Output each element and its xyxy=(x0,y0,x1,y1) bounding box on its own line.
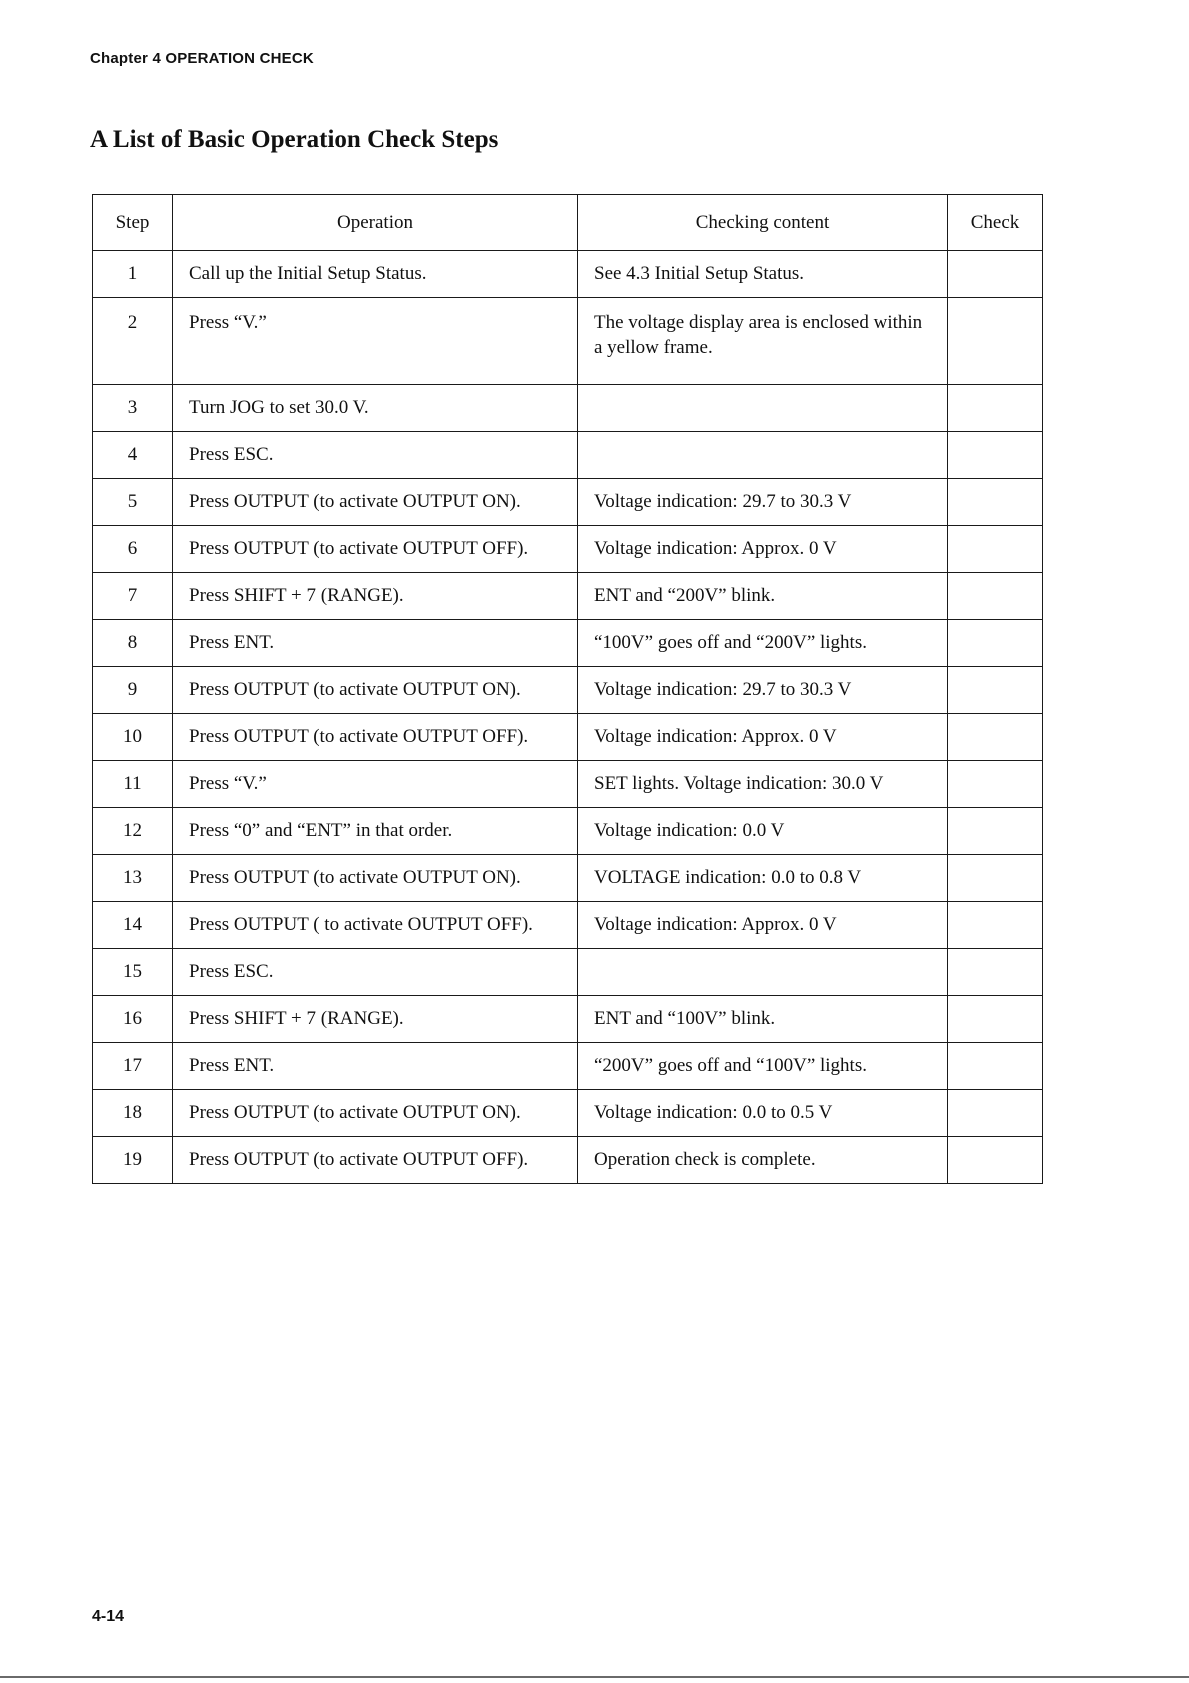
checking-content-cell xyxy=(578,385,948,432)
operation-cell: Press SHIFT + 7 (RANGE). xyxy=(173,996,578,1043)
page-title: A List of Basic Operation Check Steps xyxy=(90,126,499,153)
column-header-checking-content: Checking content xyxy=(578,195,948,251)
check-box-cell[interactable] xyxy=(948,667,1043,714)
step-number-cell: 9 xyxy=(93,667,173,714)
step-number-cell: 18 xyxy=(93,1090,173,1137)
operation-cell: Press ESC. xyxy=(173,432,578,479)
table-row xyxy=(93,761,1043,808)
table-row xyxy=(93,479,1043,526)
step-number-cell: 8 xyxy=(93,620,173,667)
checking-content-cell: Voltage indication: 0.0 to 0.5 V xyxy=(578,1090,948,1137)
checking-content-cell: Voltage indication: Approx. 0 V xyxy=(578,714,948,761)
check-box-cell[interactable] xyxy=(948,761,1043,808)
check-box-cell[interactable] xyxy=(948,714,1043,761)
check-box-cell[interactable] xyxy=(948,1090,1043,1137)
check-box-cell[interactable] xyxy=(948,298,1043,385)
check-box-cell[interactable] xyxy=(948,385,1043,432)
check-box-cell[interactable] xyxy=(948,949,1043,996)
step-number-cell: 10 xyxy=(93,714,173,761)
table-row xyxy=(93,855,1043,902)
table-row xyxy=(93,1137,1043,1184)
operation-cell: Press OUTPUT (to activate OUTPUT ON). xyxy=(173,479,578,526)
checking-content-cell: ENT and “200V” blink. xyxy=(578,573,948,620)
checking-content-cell: “200V” goes off and “100V” lights. xyxy=(578,1043,948,1090)
step-number-cell: 16 xyxy=(93,996,173,1043)
check-box-cell[interactable] xyxy=(948,996,1043,1043)
operation-cell: Press “0” and “ENT” in that order. xyxy=(173,808,578,855)
step-number-cell: 1 xyxy=(93,251,173,298)
checking-content-cell: SET lights. Voltage indication: 30.0 V xyxy=(578,761,948,808)
table-row xyxy=(93,1090,1043,1137)
operation-cell: Call up the Initial Setup Status. xyxy=(173,251,578,298)
table-header-row xyxy=(93,195,1043,251)
table-row xyxy=(93,1043,1043,1090)
check-box-cell[interactable] xyxy=(948,573,1043,620)
check-box-cell[interactable] xyxy=(948,808,1043,855)
check-box-cell[interactable] xyxy=(948,855,1043,902)
table-row xyxy=(93,385,1043,432)
page-number: 4-14 xyxy=(92,1608,125,1625)
checking-content-cell: See 4.3 Initial Setup Status. xyxy=(578,251,948,298)
checking-content-cell: Voltage indication: Approx. 0 V xyxy=(578,902,948,949)
table-body xyxy=(93,251,1043,1184)
bottom-divider xyxy=(0,1676,1189,1678)
checking-content-cell: “100V” goes off and “200V” lights. xyxy=(578,620,948,667)
table-row xyxy=(93,667,1043,714)
step-number-cell: 5 xyxy=(93,479,173,526)
step-number-cell: 14 xyxy=(93,902,173,949)
table-row xyxy=(93,432,1043,479)
checking-content-cell: Operation check is complete. xyxy=(578,1137,948,1184)
check-box-cell[interactable] xyxy=(948,902,1043,949)
checking-content-cell: Voltage indication: 29.7 to 30.3 V xyxy=(578,479,948,526)
operation-cell: Press “V.” xyxy=(173,298,578,385)
operation-cell: Press OUTPUT (to activate OUTPUT ON). xyxy=(173,1090,578,1137)
operation-cell: Press “V.” xyxy=(173,761,578,808)
operation-cell: Press ESC. xyxy=(173,949,578,996)
table-row xyxy=(93,996,1043,1043)
table-row xyxy=(93,251,1043,298)
check-box-cell[interactable] xyxy=(948,1137,1043,1184)
checking-content-cell xyxy=(578,949,948,996)
table-row xyxy=(93,808,1043,855)
operation-cell: Press OUTPUT (to activate OUTPUT ON). xyxy=(173,855,578,902)
table-row xyxy=(93,298,1043,385)
chapter-header: Chapter 4 OPERATION CHECK xyxy=(90,50,314,67)
step-number-cell: 19 xyxy=(93,1137,173,1184)
column-header-check: Check xyxy=(948,195,1043,251)
column-header-operation: Operation xyxy=(173,195,578,251)
step-number-cell: 13 xyxy=(93,855,173,902)
check-box-cell[interactable] xyxy=(948,432,1043,479)
step-number-cell: 6 xyxy=(93,526,173,573)
operation-check-table-container xyxy=(92,194,1042,1184)
operation-check-table xyxy=(92,194,1043,1184)
operation-cell: Press ENT. xyxy=(173,620,578,667)
operation-cell: Press SHIFT + 7 (RANGE). xyxy=(173,573,578,620)
checking-content-cell: Voltage indication: 0.0 V xyxy=(578,808,948,855)
checking-content-cell: ENT and “100V” blink. xyxy=(578,996,948,1043)
checking-content-cell: The voltage display area is enclosed within a yellow frame. xyxy=(578,298,948,385)
step-number-cell: 4 xyxy=(93,432,173,479)
table-row xyxy=(93,573,1043,620)
check-box-cell[interactable] xyxy=(948,1043,1043,1090)
check-box-cell[interactable] xyxy=(948,526,1043,573)
checking-content-cell: VOLTAGE indication: 0.0 to 0.8 V xyxy=(578,855,948,902)
checking-content-cell: Voltage indication: Approx. 0 V xyxy=(578,526,948,573)
step-number-cell: 2 xyxy=(93,298,173,385)
operation-cell: Press OUTPUT (to activate OUTPUT OFF). xyxy=(173,714,578,761)
step-number-cell: 12 xyxy=(93,808,173,855)
operation-cell: Press OUTPUT (to activate OUTPUT ON). xyxy=(173,667,578,714)
operation-cell: Press OUTPUT ( to activate OUTPUT OFF). xyxy=(173,902,578,949)
table-row xyxy=(93,526,1043,573)
operation-cell: Turn JOG to set 30.0 V. xyxy=(173,385,578,432)
operation-cell: Press OUTPUT (to activate OUTPUT OFF). xyxy=(173,1137,578,1184)
checking-content-cell: Voltage indication: 29.7 to 30.3 V xyxy=(578,667,948,714)
checking-content-cell xyxy=(578,432,948,479)
operation-cell: Press ENT. xyxy=(173,1043,578,1090)
table-row xyxy=(93,902,1043,949)
step-number-cell: 11 xyxy=(93,761,173,808)
step-number-cell: 7 xyxy=(93,573,173,620)
table-row xyxy=(93,714,1043,761)
step-number-cell: 15 xyxy=(93,949,173,996)
operation-cell: Press OUTPUT (to activate OUTPUT OFF). xyxy=(173,526,578,573)
column-header-step: Step xyxy=(93,195,173,251)
check-box-cell[interactable] xyxy=(948,251,1043,298)
table-row xyxy=(93,949,1043,996)
check-box-cell[interactable] xyxy=(948,479,1043,526)
step-number-cell: 17 xyxy=(93,1043,173,1090)
table-row xyxy=(93,620,1043,667)
check-box-cell[interactable] xyxy=(948,620,1043,667)
step-number-cell: 3 xyxy=(93,385,173,432)
